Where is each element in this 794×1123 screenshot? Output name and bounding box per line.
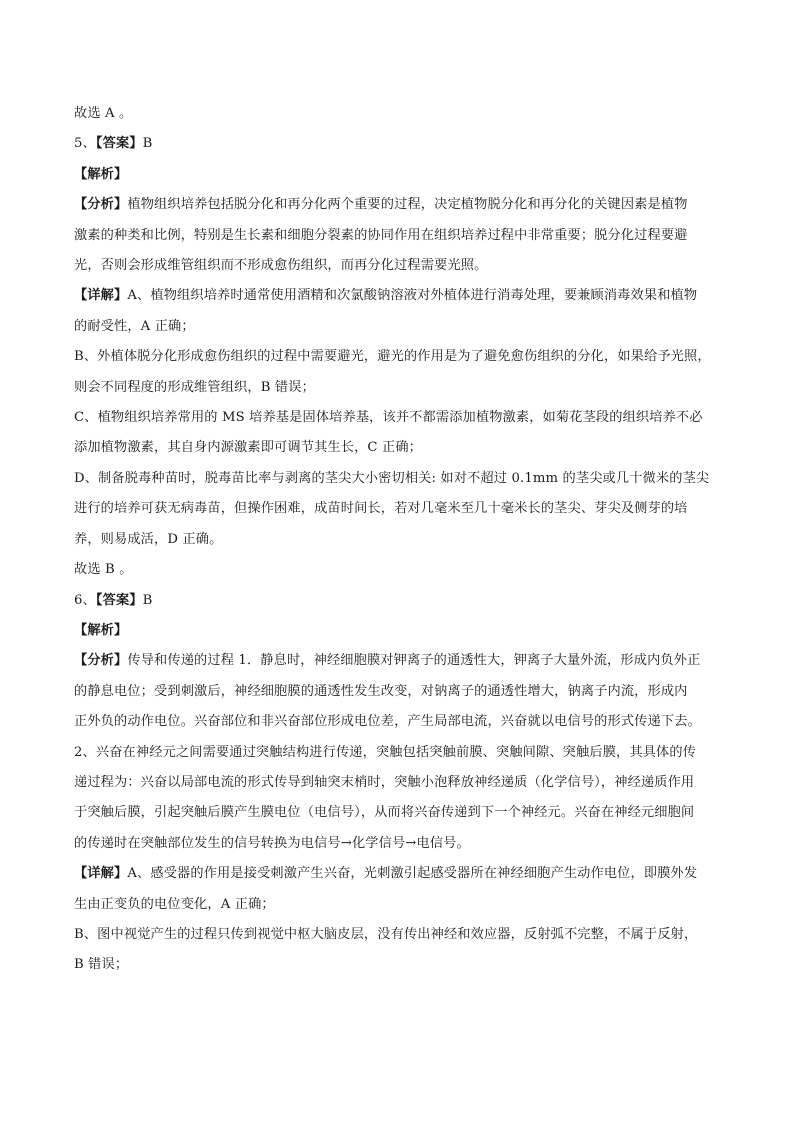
line-text: B: [142, 136, 153, 152]
line-text: 传导和传递的过程 1．静息时，神经细胞膜对钾离子的通透性大，钾离子大量外流，形成内负外正: [127, 653, 701, 669]
section-tag: 【解析】: [74, 622, 128, 638]
line-text: C、植物组织培养常用的 MS 培养基是固体培养基，该并不都需添加植物激素，如菊花茎段的组织培养不必: [74, 410, 703, 426]
text-line: [74, 768, 724, 798]
text-line: [74, 890, 724, 920]
text-line: [74, 707, 724, 737]
text-line: [74, 281, 724, 311]
line-text: 则会不同程度的形成维管组织，B 错误；: [74, 379, 315, 395]
text-line: [74, 342, 724, 372]
text-line: [74, 433, 724, 463]
line-text: 养，则易成活，D 正确。: [74, 531, 223, 547]
line-text: 的静息电位；受到刺激后，神经细胞膜的通透性发生改变，对钠离子的通透性增大，钠离子内流，形成内: [74, 683, 688, 699]
line-text: 正外负的动作电位。兴奋部位和非兴奋部位形成电位差，产生局部电流，兴奋就以电信号的形式传递下去。: [74, 714, 701, 730]
section-tag: 【分析】: [74, 197, 128, 213]
text-line: [74, 373, 724, 403]
text-line: [74, 251, 724, 281]
line-text: 于突触后膜，引起突触后膜产生膜电位（电信号），从而将兴奋传递到下一个神经元。兴奋在神经元细胞间: [74, 805, 695, 821]
section-tag: 【答案】: [95, 136, 143, 152]
text-line: [74, 99, 724, 129]
text-line: [74, 555, 724, 585]
line-text: 的耐受性，A 正确；: [74, 318, 195, 334]
text-line: [74, 190, 724, 220]
question-number: 5、: [74, 136, 96, 152]
line-text: B、图中视觉产生的过程只传到视觉中枢大脑皮层，没有传出神经和效应器，反射弧不完整，不属于反射，: [74, 926, 698, 942]
line-text: 递过程为：兴奋以局部电流的形式传导到轴突末梢时，突触小泡释放神经递质（化学信号），神经递质作用: [74, 774, 695, 790]
text-line: [74, 160, 724, 190]
line-text: 故选 A 。: [74, 106, 133, 121]
text-line: [74, 950, 724, 980]
line-text: B: [142, 592, 153, 608]
text-line: [74, 464, 724, 494]
text-line: [74, 494, 724, 524]
line-text: 植物组织培养包括脱分化和再分化两个重要的过程，决定植物脱分化和再分化的关键因素是植物: [127, 197, 688, 213]
answer-explanation-text: [74, 99, 724, 981]
question-number: 6、: [74, 592, 96, 608]
line-text: B 错误；: [74, 957, 129, 973]
line-text: 光，否则会形成维管组织而不形成愈伤组织，而再分化过程需要光照。: [74, 258, 488, 274]
text-line: [74, 738, 724, 768]
line-text: 2、兴奋在神经元之间需要通过突触结构进行传递，突触包括突触前膜、突触间隙、突触后膜，其具体的传: [74, 744, 697, 760]
text-line: [74, 677, 724, 707]
line-text: A、感受器的作用是接受刺激产生兴奋，光刺激引起感受器所在神经细胞产生动作电位，即膜外发: [127, 866, 698, 882]
text-line: [74, 646, 724, 676]
line-text: B、外植体脱分化形成愈伤组织的过程中需要避光，避光的作用是为了避免愈伤组织的分化，如果给予光照，: [74, 349, 711, 365]
section-tag: 【详解】: [74, 288, 128, 304]
text-line: [74, 920, 724, 950]
text-line: [74, 525, 724, 555]
text-line: [74, 829, 724, 859]
line-text: 添加植物激素，其自身内源激素即可调节其生长，C 正确；: [74, 440, 423, 456]
text-line: [74, 403, 724, 433]
text-line: [74, 616, 724, 646]
text-line: [74, 798, 724, 828]
section-tag: 【解析】: [74, 166, 128, 182]
section-tag: 【详解】: [74, 866, 128, 882]
text-line: [74, 859, 724, 889]
line-text: 的传递时在突触部位发生的信号转换为电信号→化学信号→电信号。: [74, 835, 470, 851]
line-text: 生由正变负的电位变化，A 正确；: [74, 896, 275, 912]
text-line: [74, 586, 724, 616]
line-text: 激素的种类和比例，特别是生长素和细胞分裂素的协同作用在组织培养过程中非常重要；脱分化过程要避: [74, 227, 688, 243]
section-tag: 【答案】: [95, 592, 143, 608]
text-line: [74, 221, 724, 251]
text-line: [74, 312, 724, 342]
text-line: [74, 129, 724, 159]
line-text: 故选 B 。: [74, 562, 133, 578]
line-text: A、植物组织培养时通常使用酒精和次氯酸钠溶液对外植体进行消毒处理，要兼顾消毒效果和植物: [127, 288, 698, 304]
line-text: 进行的培养可获无病毒苗，但操作困难，成苗时间长，若对几毫米至几十毫米长的茎尖、芽尖及侧芽的培: [74, 501, 688, 517]
line-text: D、制备脱毒种苗时，脱毒苗比率与剥离的茎尖大小密切相关: 如对不超过 0.1mm 的茎尖或几十微米的茎尖: [74, 470, 710, 486]
section-tag: 【分析】: [74, 653, 128, 669]
